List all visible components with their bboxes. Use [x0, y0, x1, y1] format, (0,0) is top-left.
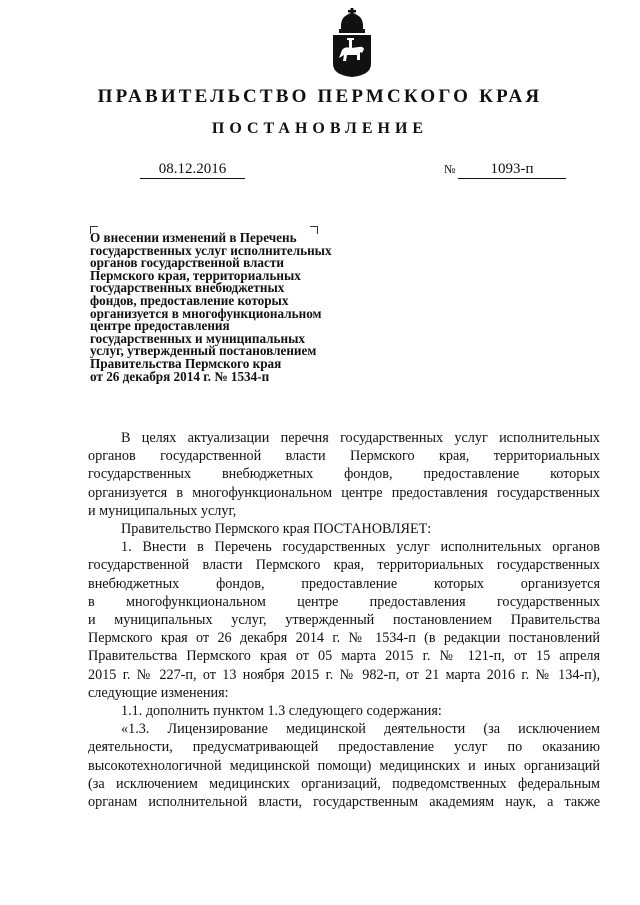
body-line: государственных внебюджетных фондов, предоставление которых: [88, 466, 600, 483]
subject-line: Правительства Пермского края: [90, 355, 282, 371]
shield-icon: [333, 35, 371, 77]
government-title: ПРАВИТЕЛЬСТВО ПЕРМСКОГО КРАЯ: [97, 86, 543, 107]
subject-line: центре предоставления: [90, 318, 230, 334]
body-line: Правительство Пермского края ПОСТАНОВЛЯЕТ:: [121, 521, 432, 538]
document-subject: [90, 232, 380, 383]
subject-line: органов государственной власти: [90, 255, 284, 271]
body-line: и муниципальных услуг, утвержденный постановлением Правительства: [88, 612, 600, 629]
body-line: Правительства Пермского края от 05 марта 2015 г. № 121-п, от 15 апреля: [88, 648, 600, 665]
body-line: 1. Внести в Перечень государственных услуг исполнительных органов: [121, 539, 600, 556]
body-line: органов государственной власти Пермского края, территориальных: [88, 448, 600, 465]
body-line: организуется в многофункциональном центре предоставления государственных: [88, 484, 600, 501]
body-line: «1.3. Лицензирование медицинской деятельности (за исключением: [121, 721, 600, 738]
body-line: деятельности, предусматривающей предоставление услуг по оказанию: [88, 739, 600, 756]
subject-line: услуг, утвержденный постановлением: [90, 343, 317, 359]
body-line: органам исполнительной власти, государственным академиям наук, а также: [88, 794, 600, 811]
body-line: (за исключением медицинских организаций, подведомственных федеральным: [88, 775, 600, 792]
subject-line: фондов, предоставление которых: [90, 292, 289, 308]
body-line: и муниципальных услуг,: [88, 502, 237, 519]
subject-line: государственных внебюджетных: [90, 280, 285, 296]
subject-line: Пермского края, территориальных: [90, 267, 301, 283]
subject-line: государственных услуг исполнительных: [90, 242, 332, 258]
body-line: следующие изменения:: [88, 684, 229, 701]
body-line: внебюджетных фондов, предоставление которых организуется: [88, 575, 600, 592]
document-date: 08.12.2016: [140, 160, 245, 179]
subject-line: организуется в многофункциональном: [90, 305, 322, 321]
document-number: 1093-п: [458, 160, 566, 179]
document-body: [88, 429, 600, 811]
body-line: 1.1. дополнить пунктом 1.3 следующего содержания:: [121, 703, 442, 720]
body-line: Пермского края от 26 декабря 2014 г. № 1534-п (в редакции постановлений: [88, 630, 600, 647]
body-line: государственной власти Пермского края, территориальных государственных: [88, 557, 600, 574]
body-line: в многофункциональном центре предоставления государственных: [88, 593, 600, 610]
body-line: В целях актуализации перечня государственных услуг исполнительных: [121, 430, 600, 446]
subject-line: государственных и муниципальных: [90, 330, 306, 346]
coat-of-arms-emblem: [329, 8, 375, 78]
body-line: высокотехнологичной медицинской помощи) медицинских и иных организаций: [88, 757, 600, 774]
document-type-title: ПОСТАНОВЛЕНИЕ: [211, 120, 429, 137]
number-sign: №: [444, 162, 456, 176]
body-line: 2015 г. № 227-п, от 13 ноября 2015 г. № 982-п, от 21 марта 2016 г. № 134-п),: [88, 666, 600, 683]
subject-line: О внесении изменений в Перечень: [90, 230, 297, 245]
subject-line: от 26 декабря 2014 г. № 1534-п: [90, 368, 270, 384]
crown-icon: [339, 8, 365, 33]
